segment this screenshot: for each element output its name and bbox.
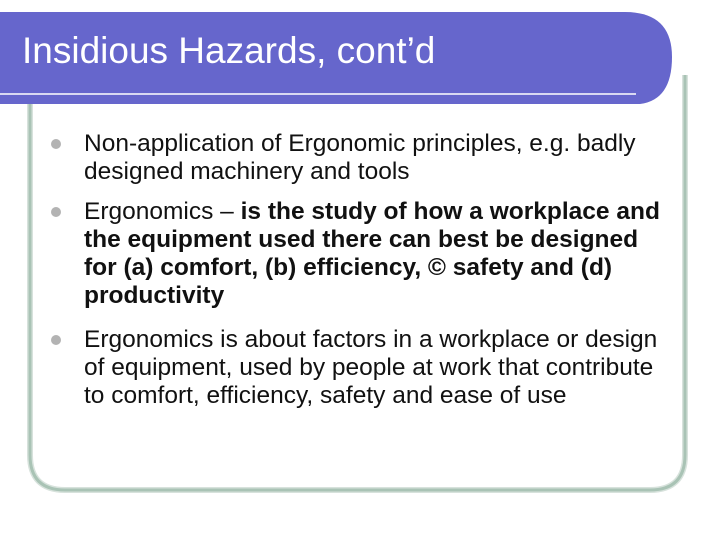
bullet-dot-icon [51, 335, 61, 345]
bullet-dot-icon [51, 207, 61, 217]
bullet-lead-text: Ergonomics – [84, 198, 241, 225]
bullet-text [62, 198, 662, 310]
bullet-text: Non-application of Ergonomic principles, e.g. badly designed machinery and tools [84, 130, 636, 185]
bullet-bold-text: is the study of how a workplace and the equipment used there can best be designed for (a) comfort, (b) efficiency, © safety and (d) productivity [84, 198, 660, 309]
bullet-item [62, 198, 662, 310]
bullet-dot-icon [51, 139, 61, 149]
slide-title: Insidious Hazards, cont’d [22, 30, 436, 71]
bullet-text: Ergonomics is about factors in a workplace or design of equipment, used by people at work that contribute to comfort, efficiency, safety and ease of use [84, 326, 658, 409]
bullet-item [62, 326, 662, 410]
bullet-item [62, 130, 662, 186]
